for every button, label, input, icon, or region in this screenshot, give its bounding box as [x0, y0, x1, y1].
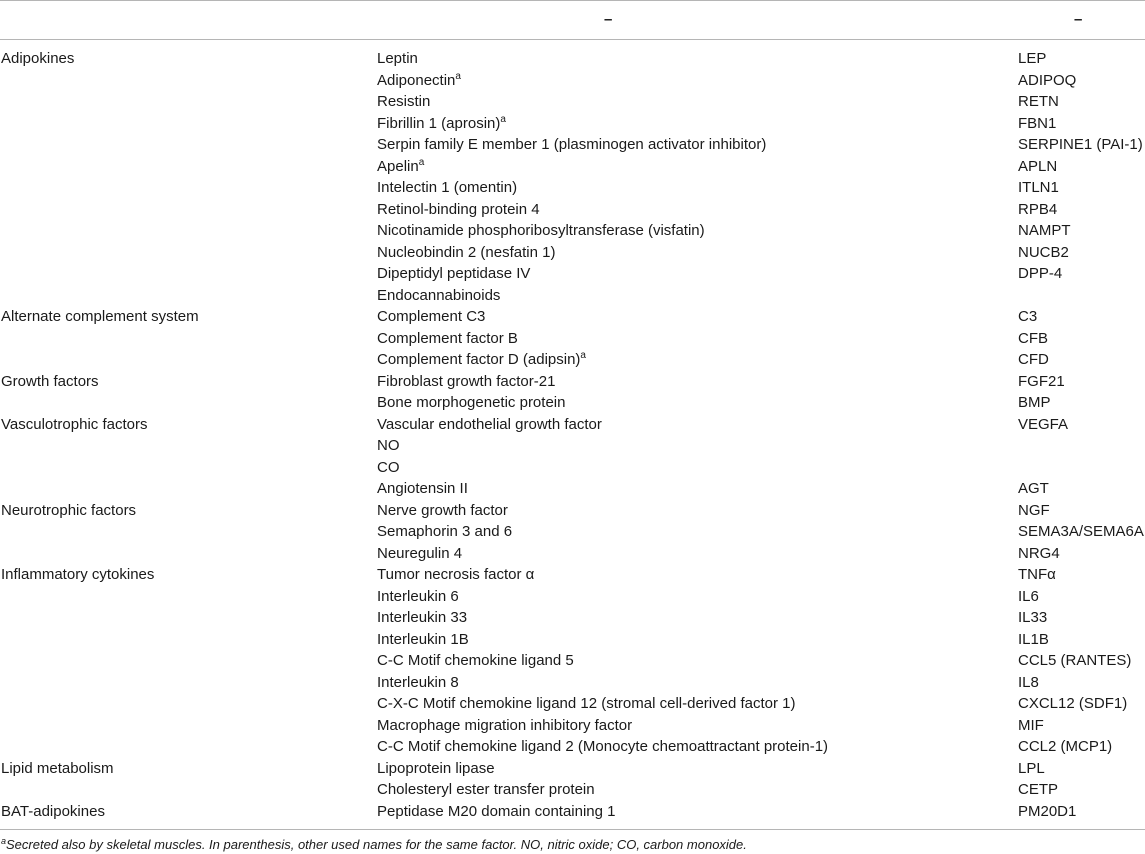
factor-cell	[377, 328, 518, 350]
factor-cell	[377, 435, 400, 457]
factor-cell	[377, 306, 485, 328]
gene-cell: CCL2 (MCP1)	[1018, 738, 1113, 755]
factor-name: Nerve growth factor	[377, 501, 508, 519]
gene-cell: SEMA3A/SEMA6A	[1018, 523, 1144, 540]
factor-name: Complement factor D (adipsin)	[377, 351, 581, 368]
table-row	[0, 629, 1145, 651]
factor-name: Bone morphogenetic protein	[377, 394, 566, 411]
factor-cell	[377, 801, 616, 823]
table-body	[0, 48, 1145, 822]
factor-name: Interleukin 33	[377, 609, 468, 626]
factor-name: C-C Motif chemokine ligand 5	[377, 652, 574, 669]
factor-name: Neuregulin 4	[377, 544, 463, 562]
table-row	[0, 70, 1145, 92]
factor-name: Cholesteryl ester transfer protein	[377, 781, 595, 798]
table-footnote	[1, 836, 747, 854]
factor-name: Interleukin 6	[377, 587, 459, 605]
factor-name: Nicotinamide phosphoribosyltransferase (visfatin)	[377, 222, 705, 239]
gene-cell: IL6	[1018, 587, 1039, 605]
gene-cell: NRG4	[1018, 544, 1060, 562]
table-row	[0, 371, 1145, 393]
gene-cell: MIF	[1018, 716, 1044, 734]
factor-name: Lipoprotein lipase	[377, 759, 495, 777]
table-row	[0, 435, 1145, 457]
factor-name: Retinol-binding protein 4	[377, 200, 540, 218]
footnote-marker: a	[418, 156, 425, 168]
factor-name: NO	[377, 437, 400, 454]
factor-cell	[377, 349, 586, 371]
factor-name: Complement factor B	[377, 329, 518, 347]
gene-cell: NAMPT	[1018, 222, 1071, 239]
factor-name: Apelin	[377, 157, 419, 175]
table-row	[0, 220, 1145, 242]
table-row	[0, 801, 1145, 823]
footnote-text: Secreted also by skeletal muscles. In parenthesis, other used names for the same factor. NO, nitric oxide; CO, carbon monoxide.	[6, 837, 747, 852]
factor-cell	[377, 543, 462, 565]
gene-cell: FGF21	[1018, 372, 1065, 390]
footnote-marker: a	[1, 836, 7, 846]
factor-cell	[377, 134, 766, 156]
table-row	[0, 48, 1145, 70]
header-col-factor: –	[604, 11, 613, 28]
table-row	[0, 543, 1145, 565]
factor-name: Adiponectin	[377, 71, 456, 89]
factor-name: Fibroblast growth factor-21	[377, 372, 556, 390]
table-row	[0, 736, 1145, 758]
factor-name: Peptidase M20 domain containing 1	[377, 802, 616, 820]
category-cell: Lipid metabolism	[1, 759, 114, 777]
factor-cell	[377, 199, 540, 221]
footnote-marker: a	[455, 70, 461, 82]
factor-cell	[377, 521, 512, 543]
factor-name: Interleukin 8	[377, 673, 459, 691]
factor-cell	[377, 672, 459, 694]
table-row	[0, 478, 1145, 500]
table-row	[0, 564, 1145, 586]
gene-cell: VEGFA	[1018, 415, 1069, 433]
gene-cell: C3	[1018, 308, 1038, 325]
category-cell: Vasculotrophic factors	[1, 415, 148, 433]
factor-name: Dipeptidyl peptidase IV	[377, 265, 531, 282]
factor-cell	[377, 91, 430, 113]
gene-cell: NUCB2	[1018, 243, 1069, 261]
factor-cell	[377, 113, 506, 135]
factor-cell	[377, 263, 530, 285]
table-row	[0, 113, 1145, 135]
factor-cell	[377, 758, 495, 780]
factor-name: Macrophage migration inhibitory factor	[377, 716, 633, 734]
category-cell: Inflammatory cytokines	[1, 566, 155, 583]
table-row	[0, 156, 1145, 178]
table-row	[0, 672, 1145, 694]
gene-cell: NGF	[1018, 501, 1050, 519]
factor-cell	[377, 500, 508, 522]
gene-cell: RPB4	[1018, 200, 1058, 218]
gene-cell: IL1B	[1018, 630, 1049, 648]
gene-cell: CXCL12 (SDF1)	[1018, 695, 1128, 712]
gene-cell: IL8	[1018, 673, 1039, 691]
category-cell: Adipokines	[1, 50, 75, 67]
factor-name: C-C Motif chemokine ligand 2 (Monocyte chemoattractant protein-1)	[377, 738, 829, 755]
factor-cell	[377, 242, 555, 264]
factor-name: C-X-C Motif chemokine ligand 12 (stromal cell-derived factor 1)	[377, 695, 796, 712]
category-cell: BAT-adipokines	[1, 802, 105, 820]
gene-cell: DPP-4	[1018, 265, 1063, 282]
gene-cell: RETN	[1018, 93, 1059, 110]
table-row	[0, 306, 1145, 328]
factor-cell	[377, 736, 828, 758]
gene-cell: BMP	[1018, 394, 1051, 411]
factor-name: Vascular endothelial growth factor	[377, 415, 602, 433]
factor-name: Angiotensin II	[377, 480, 468, 497]
table-row	[0, 328, 1145, 350]
table-top-rule	[0, 0, 1145, 1]
factor-name: Endocannabinoids	[377, 286, 501, 304]
factor-cell	[377, 607, 467, 629]
gene-cell: LPL	[1018, 759, 1045, 777]
factor-name: Semaphorin 3 and 6	[377, 523, 513, 540]
footnote-marker: a	[500, 113, 506, 125]
table-row	[0, 242, 1145, 264]
factor-name: Resistin	[377, 93, 431, 110]
gene-cell: FBN1	[1018, 114, 1057, 132]
factor-cell	[377, 156, 424, 178]
category-cell: Growth factors	[1, 372, 99, 390]
factor-cell	[377, 414, 602, 436]
gene-cell: CFD	[1018, 351, 1049, 368]
factor-cell	[377, 779, 595, 801]
factor-name: Complement C3	[377, 308, 486, 325]
table-row	[0, 779, 1145, 801]
factor-cell	[377, 285, 500, 307]
table-row	[0, 134, 1145, 156]
factor-cell	[377, 629, 469, 651]
factor-cell	[377, 457, 400, 479]
footnote-marker: a	[580, 350, 586, 361]
gene-cell: SERPINE1 (PAI-1)	[1018, 136, 1143, 153]
table-row	[0, 199, 1145, 221]
gene-cell: CCL5 (RANTES)	[1018, 652, 1132, 669]
category-cell: Alternate complement system	[1, 308, 199, 325]
table-row	[0, 693, 1145, 715]
factor-name: Leptin	[377, 50, 418, 67]
factor-name: Fibrillin 1 (aprosin)	[377, 114, 501, 132]
table-row	[0, 758, 1145, 780]
table-row	[0, 285, 1145, 307]
header-bottom-rule	[0, 39, 1145, 40]
factor-name: Tumor necrosis factor α	[377, 566, 535, 583]
header-col-gene: –	[1074, 11, 1083, 28]
gene-cell: AGT	[1018, 480, 1049, 497]
factor-name: Intelectin 1 (omentin)	[377, 179, 518, 196]
table-row	[0, 392, 1145, 414]
gene-cell: IL33	[1018, 609, 1048, 626]
factor-cell	[377, 693, 795, 715]
factor-cell	[377, 564, 534, 586]
table-row	[0, 715, 1145, 737]
factor-cell	[377, 70, 461, 92]
factor-cell	[377, 478, 468, 500]
gene-cell: LEP	[1018, 50, 1047, 67]
table-row	[0, 91, 1145, 113]
table-row	[0, 457, 1145, 479]
factor-cell	[377, 715, 632, 737]
factor-cell	[377, 48, 418, 70]
table-row	[0, 349, 1145, 371]
table-row	[0, 650, 1145, 672]
table-bottom-rule	[0, 829, 1145, 830]
factor-cell	[377, 371, 555, 393]
table-row	[0, 177, 1145, 199]
gene-cell: CFB	[1018, 329, 1048, 347]
table-row	[0, 500, 1145, 522]
factor-name: CO	[377, 458, 400, 476]
category-cell: Neurotrophic factors	[1, 501, 137, 519]
table-row	[0, 586, 1145, 608]
factor-cell	[377, 650, 574, 672]
gene-cell: ITLN1	[1018, 179, 1059, 196]
gene-cell: APLN	[1018, 157, 1058, 175]
factor-name: Interleukin 1B	[377, 630, 469, 648]
factor-cell	[377, 220, 705, 242]
table-row	[0, 521, 1145, 543]
table-row	[0, 607, 1145, 629]
factor-cell	[377, 392, 565, 414]
gene-cell: TNFα	[1018, 566, 1056, 583]
table-row	[0, 414, 1145, 436]
factor-cell	[377, 586, 459, 608]
gene-cell: ADIPOQ	[1018, 71, 1077, 89]
factor-name: Nucleobindin 2 (nesfatin 1)	[377, 243, 556, 261]
factor-name: Serpin family E member 1 (plasminogen activator inhibitor)	[377, 136, 767, 153]
table-row	[0, 263, 1145, 285]
gene-cell: CETP	[1018, 781, 1059, 798]
factor-cell	[377, 177, 517, 199]
gene-cell: PM20D1	[1018, 802, 1077, 820]
